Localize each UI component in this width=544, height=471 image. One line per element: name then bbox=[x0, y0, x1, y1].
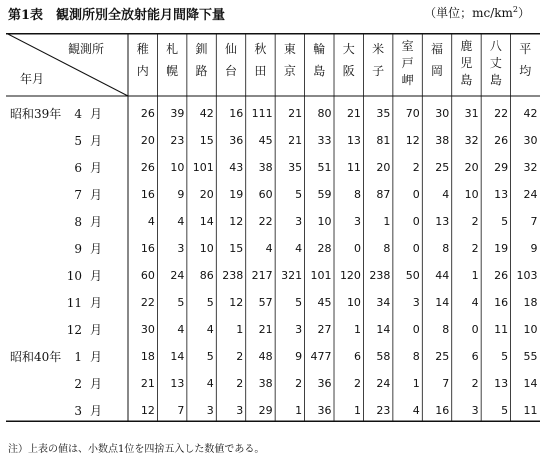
table-cell: 103 bbox=[516, 268, 538, 282]
table-title: 第1表 観測所別全放射能月間降下量 bbox=[8, 8, 226, 23]
month-unit: 月 bbox=[90, 403, 103, 418]
station-header-char: 平 bbox=[519, 42, 532, 56]
table-cell: 10 bbox=[170, 160, 185, 174]
table-cell: 21 bbox=[288, 133, 303, 147]
month-label bbox=[64, 270, 102, 282]
table-cell: 20 bbox=[464, 160, 479, 174]
table-cell: 477 bbox=[310, 349, 332, 363]
month-unit: 月 bbox=[90, 295, 103, 310]
month-unit: 月 bbox=[90, 241, 103, 256]
table-cell: 5 bbox=[295, 187, 303, 201]
table-cell: 5 bbox=[501, 214, 509, 228]
month-unit: 月 bbox=[90, 376, 103, 391]
table-cell: 14 bbox=[199, 214, 214, 228]
table-cell: 45 bbox=[317, 295, 332, 309]
table-cell: 2 bbox=[471, 214, 479, 228]
table-cell: 24 bbox=[376, 376, 391, 390]
table-cell: 57 bbox=[258, 295, 273, 309]
station-header-char: 岬 bbox=[401, 73, 414, 87]
month-unit: 月 bbox=[90, 160, 103, 175]
table-cell: 16 bbox=[494, 295, 509, 309]
table-cell: 55 bbox=[523, 349, 538, 363]
table-cell: 45 bbox=[258, 133, 273, 147]
station-header-char: 室 bbox=[401, 39, 414, 53]
month-label bbox=[64, 378, 102, 390]
table-cell: 22 bbox=[258, 214, 273, 228]
station-header-char: 島 bbox=[460, 73, 473, 87]
table-cell: 19 bbox=[494, 241, 509, 255]
table-cell: 20 bbox=[376, 160, 391, 174]
table-cell: 7 bbox=[530, 214, 538, 228]
table-cell: 6 bbox=[471, 349, 479, 363]
table-cell: 51 bbox=[317, 160, 332, 174]
table-cell: 10 bbox=[346, 295, 361, 309]
table-cell: 27 bbox=[317, 322, 332, 336]
table-cell: 24 bbox=[523, 187, 538, 201]
month-number: 2 bbox=[74, 376, 82, 391]
table-cell: 30 bbox=[140, 322, 155, 336]
table-cell: 8 bbox=[383, 241, 391, 255]
table-cell: 8 bbox=[442, 322, 450, 336]
table-cell: 25 bbox=[435, 349, 450, 363]
table-cell: 3 bbox=[353, 214, 361, 228]
table-cell: 1 bbox=[412, 376, 420, 390]
station-header-char: 釧 bbox=[195, 42, 208, 56]
station-header-char: 京 bbox=[283, 64, 296, 78]
table-cell: 81 bbox=[376, 133, 391, 147]
table-cell: 14 bbox=[435, 295, 450, 309]
table-cell: 12 bbox=[140, 403, 155, 417]
table-cell: 36 bbox=[317, 376, 332, 390]
table-cell: 6 bbox=[353, 349, 361, 363]
table-cell: 20 bbox=[199, 187, 214, 201]
table-cell: 5 bbox=[501, 349, 509, 363]
table-cell: 11 bbox=[494, 322, 509, 336]
table-cell: 8 bbox=[412, 349, 420, 363]
table-cell: 0 bbox=[412, 187, 420, 201]
table-cell: 1 bbox=[471, 268, 479, 282]
station-header-char: 大 bbox=[342, 42, 355, 56]
table-cell: 3 bbox=[236, 403, 244, 417]
table-cell: 5 bbox=[206, 349, 214, 363]
era-label: 昭和39年 bbox=[10, 106, 62, 121]
station-header-char: 米 bbox=[372, 42, 385, 56]
table-cell: 4 bbox=[177, 322, 185, 336]
table-cell: 5 bbox=[206, 295, 214, 309]
month-number: 1 bbox=[74, 349, 82, 364]
month-unit: 月 bbox=[90, 349, 103, 364]
corner-header-yearmonth: 年月 bbox=[20, 72, 45, 86]
table-cell: 14 bbox=[376, 322, 391, 336]
table-cell: 101 bbox=[310, 268, 332, 282]
table-cell: 19 bbox=[229, 187, 244, 201]
month-label bbox=[64, 216, 102, 228]
table-cell: 4 bbox=[442, 187, 450, 201]
unit-text: （単位；mc/km bbox=[424, 6, 513, 20]
table-cell: 14 bbox=[523, 376, 538, 390]
table-cell: 0 bbox=[412, 322, 420, 336]
table-cell: 7 bbox=[177, 403, 185, 417]
station-header-char: 札 bbox=[166, 42, 179, 56]
table-cell: 10 bbox=[317, 214, 332, 228]
station-header-char: 仙 bbox=[224, 42, 237, 56]
table-cell: 0 bbox=[471, 322, 479, 336]
table-cell: 9 bbox=[530, 241, 538, 255]
table-cell: 111 bbox=[251, 106, 273, 120]
table-cell: 238 bbox=[369, 268, 391, 282]
table-cell: 21 bbox=[288, 106, 303, 120]
month-number: 9 bbox=[74, 241, 82, 256]
table-cell: 29 bbox=[494, 160, 509, 174]
table-cell: 44 bbox=[435, 268, 450, 282]
table-cell: 38 bbox=[258, 160, 273, 174]
station-header-char: 児 bbox=[460, 56, 473, 70]
table-cell: 60 bbox=[258, 187, 273, 201]
table-cell: 30 bbox=[523, 133, 538, 147]
table-cell: 38 bbox=[435, 133, 450, 147]
table-rules bbox=[6, 33, 540, 422]
station-header-char: 稚 bbox=[136, 42, 149, 56]
table-cell: 42 bbox=[199, 106, 214, 120]
table-cell: 31 bbox=[464, 106, 479, 120]
month-number: 7 bbox=[74, 187, 82, 202]
station-header-char: 阪 bbox=[342, 64, 355, 78]
table-cell: 5 bbox=[295, 295, 303, 309]
table-cell: 3 bbox=[295, 322, 303, 336]
month-number: 12 bbox=[66, 322, 82, 337]
unit-close: ） bbox=[517, 6, 530, 20]
table-cell: 8 bbox=[442, 241, 450, 255]
table-cell: 70 bbox=[405, 106, 420, 120]
station-header-char: 鹿 bbox=[460, 39, 473, 53]
month-number: 6 bbox=[74, 160, 82, 175]
table-cell: 16 bbox=[140, 187, 155, 201]
table-cell: 14 bbox=[170, 349, 185, 363]
table-cell: 21 bbox=[346, 106, 361, 120]
table-cell: 3 bbox=[412, 295, 420, 309]
table-cell: 4 bbox=[471, 295, 479, 309]
table-cell: 30 bbox=[435, 106, 450, 120]
table-cell: 13 bbox=[494, 187, 509, 201]
table-cell: 13 bbox=[170, 376, 185, 390]
station-header-char: 丈 bbox=[489, 56, 502, 70]
table-cell: 4 bbox=[265, 241, 273, 255]
table-cell: 10 bbox=[464, 187, 479, 201]
table-cell: 3 bbox=[471, 403, 479, 417]
table-cell: 0 bbox=[412, 241, 420, 255]
table-cell: 8 bbox=[353, 187, 361, 201]
month-number: 8 bbox=[74, 214, 82, 229]
table-cell: 2 bbox=[471, 376, 479, 390]
table-cell: 11 bbox=[346, 160, 361, 174]
month-label bbox=[64, 162, 102, 174]
month-label bbox=[64, 297, 102, 309]
station-header-char: 子 bbox=[372, 64, 385, 78]
table-cell: 38 bbox=[258, 376, 273, 390]
table-cell: 13 bbox=[346, 133, 361, 147]
era-label: 昭和40年 bbox=[10, 349, 62, 364]
table-cell: 1 bbox=[383, 214, 391, 228]
table-cell: 2 bbox=[412, 160, 420, 174]
table-cell: 238 bbox=[222, 268, 244, 282]
month-number: 11 bbox=[66, 295, 82, 310]
table-cell: 4 bbox=[177, 214, 185, 228]
corner-diagonal bbox=[6, 33, 128, 96]
table-cell: 25 bbox=[435, 160, 450, 174]
table-cell: 32 bbox=[523, 160, 538, 174]
table-cell: 11 bbox=[523, 403, 538, 417]
station-header-char: 均 bbox=[519, 64, 532, 78]
station-header-char: 東 bbox=[283, 42, 296, 56]
table-cell: 9 bbox=[177, 187, 185, 201]
table-cell: 87 bbox=[376, 187, 391, 201]
table-cell: 120 bbox=[339, 268, 361, 282]
table-cell: 26 bbox=[494, 133, 509, 147]
station-header-char: 幌 bbox=[166, 64, 179, 78]
station-header-char: 福 bbox=[430, 42, 443, 56]
table-cell: 2 bbox=[236, 376, 244, 390]
table-cell: 7 bbox=[442, 376, 450, 390]
table-cell: 26 bbox=[140, 106, 155, 120]
table-cell: 60 bbox=[140, 268, 155, 282]
table-cell: 1 bbox=[353, 322, 361, 336]
table-cell: 4 bbox=[206, 322, 214, 336]
table-cell: 1 bbox=[236, 322, 244, 336]
table-cell: 4 bbox=[147, 214, 155, 228]
table-cell: 13 bbox=[494, 376, 509, 390]
table-cell: 4 bbox=[295, 241, 303, 255]
station-header-char: 田 bbox=[254, 64, 267, 78]
table-cell: 26 bbox=[140, 160, 155, 174]
month-unit: 月 bbox=[90, 322, 103, 337]
table-cell: 2 bbox=[353, 376, 361, 390]
month-number: 5 bbox=[74, 133, 82, 148]
month-label bbox=[64, 108, 102, 120]
table-cell: 29 bbox=[258, 403, 273, 417]
table-cell: 101 bbox=[192, 160, 214, 174]
table-cell: 1 bbox=[353, 403, 361, 417]
table-cell: 2 bbox=[471, 241, 479, 255]
month-number: 10 bbox=[66, 268, 82, 283]
table-cell: 18 bbox=[140, 349, 155, 363]
table-cell: 16 bbox=[140, 241, 155, 255]
month-unit: 月 bbox=[90, 106, 103, 121]
table-cell: 9 bbox=[295, 349, 303, 363]
table-cell: 23 bbox=[376, 403, 391, 417]
table-cell: 36 bbox=[229, 133, 244, 147]
station-header-char: 岡 bbox=[430, 64, 443, 78]
month-label bbox=[64, 189, 102, 201]
table-cell: 16 bbox=[229, 106, 244, 120]
station-header-char: 島 bbox=[489, 73, 502, 87]
table-cell: 18 bbox=[523, 295, 538, 309]
table-cell: 0 bbox=[353, 241, 361, 255]
table-cell: 4 bbox=[412, 403, 420, 417]
table-cell: 13 bbox=[435, 214, 450, 228]
month-label bbox=[64, 405, 102, 417]
month-unit: 月 bbox=[90, 133, 103, 148]
month-unit: 月 bbox=[90, 268, 103, 283]
station-header-char: 輪 bbox=[313, 42, 326, 56]
table-cell: 5 bbox=[177, 295, 185, 309]
table-cell: 1 bbox=[295, 403, 303, 417]
month-unit: 月 bbox=[90, 214, 103, 229]
table-cell: 33 bbox=[317, 133, 332, 147]
table-cell: 28 bbox=[317, 241, 332, 255]
table-cell: 36 bbox=[317, 403, 332, 417]
table-cell: 0 bbox=[412, 214, 420, 228]
station-header-char: 八 bbox=[489, 39, 502, 53]
table-cell: 39 bbox=[170, 106, 185, 120]
table-cell: 26 bbox=[494, 268, 509, 282]
table-cell: 4 bbox=[206, 376, 214, 390]
table-cell: 86 bbox=[199, 268, 214, 282]
month-label bbox=[64, 351, 102, 363]
station-header-char: 路 bbox=[195, 64, 208, 78]
table-cell: 3 bbox=[177, 241, 185, 255]
table-cell: 80 bbox=[317, 106, 332, 120]
table-cell: 3 bbox=[295, 214, 303, 228]
station-header-char: 秋 bbox=[254, 42, 267, 56]
table-cell: 2 bbox=[295, 376, 303, 390]
table-cell: 12 bbox=[229, 295, 244, 309]
station-header-char: 戸 bbox=[401, 56, 414, 70]
table-cell: 58 bbox=[376, 349, 391, 363]
month-label bbox=[64, 324, 102, 336]
table-cell: 42 bbox=[523, 106, 538, 120]
table-cell: 50 bbox=[405, 268, 420, 282]
table-cell: 12 bbox=[405, 133, 420, 147]
table-cell: 23 bbox=[170, 133, 185, 147]
table-cell: 10 bbox=[523, 322, 538, 336]
table-cell: 48 bbox=[258, 349, 273, 363]
table-cell: 16 bbox=[435, 403, 450, 417]
table-cell: 43 bbox=[229, 160, 244, 174]
table-cell: 59 bbox=[317, 187, 332, 201]
month-number: 3 bbox=[74, 403, 82, 418]
table-cell: 2 bbox=[236, 349, 244, 363]
table-cell: 22 bbox=[494, 106, 509, 120]
corner-header-station: 観測所 bbox=[68, 42, 105, 56]
unit-label bbox=[424, 4, 530, 21]
table-cell: 321 bbox=[281, 268, 303, 282]
table-cell: 24 bbox=[170, 268, 185, 282]
unit-superscript: 2 bbox=[512, 5, 518, 14]
month-label bbox=[64, 243, 102, 255]
table-cell: 15 bbox=[199, 133, 214, 147]
station-header-char: 内 bbox=[136, 64, 149, 78]
table-cell: 21 bbox=[140, 376, 155, 390]
table-cell: 5 bbox=[501, 403, 509, 417]
table-cell: 32 bbox=[464, 133, 479, 147]
month-number: 4 bbox=[74, 106, 82, 121]
table-cell: 15 bbox=[229, 241, 244, 255]
fallout-table bbox=[6, 33, 540, 422]
footnote: 注）上表の値は、小数点1位を四捨五入した数値である。 bbox=[8, 444, 265, 455]
station-header-char: 台 bbox=[224, 64, 237, 78]
table-cell: 21 bbox=[258, 322, 273, 336]
table-cell: 35 bbox=[288, 160, 303, 174]
month-unit: 月 bbox=[90, 187, 103, 202]
table-cell: 217 bbox=[251, 268, 273, 282]
table-cell: 20 bbox=[140, 133, 155, 147]
table-cell: 35 bbox=[376, 106, 391, 120]
table-cell: 34 bbox=[376, 295, 391, 309]
table-cell: 3 bbox=[206, 403, 214, 417]
table-cell: 12 bbox=[229, 214, 244, 228]
station-header-char: 島 bbox=[313, 64, 326, 78]
month-label bbox=[64, 135, 102, 147]
table-cell: 10 bbox=[199, 241, 214, 255]
table-cell: 22 bbox=[140, 295, 155, 309]
